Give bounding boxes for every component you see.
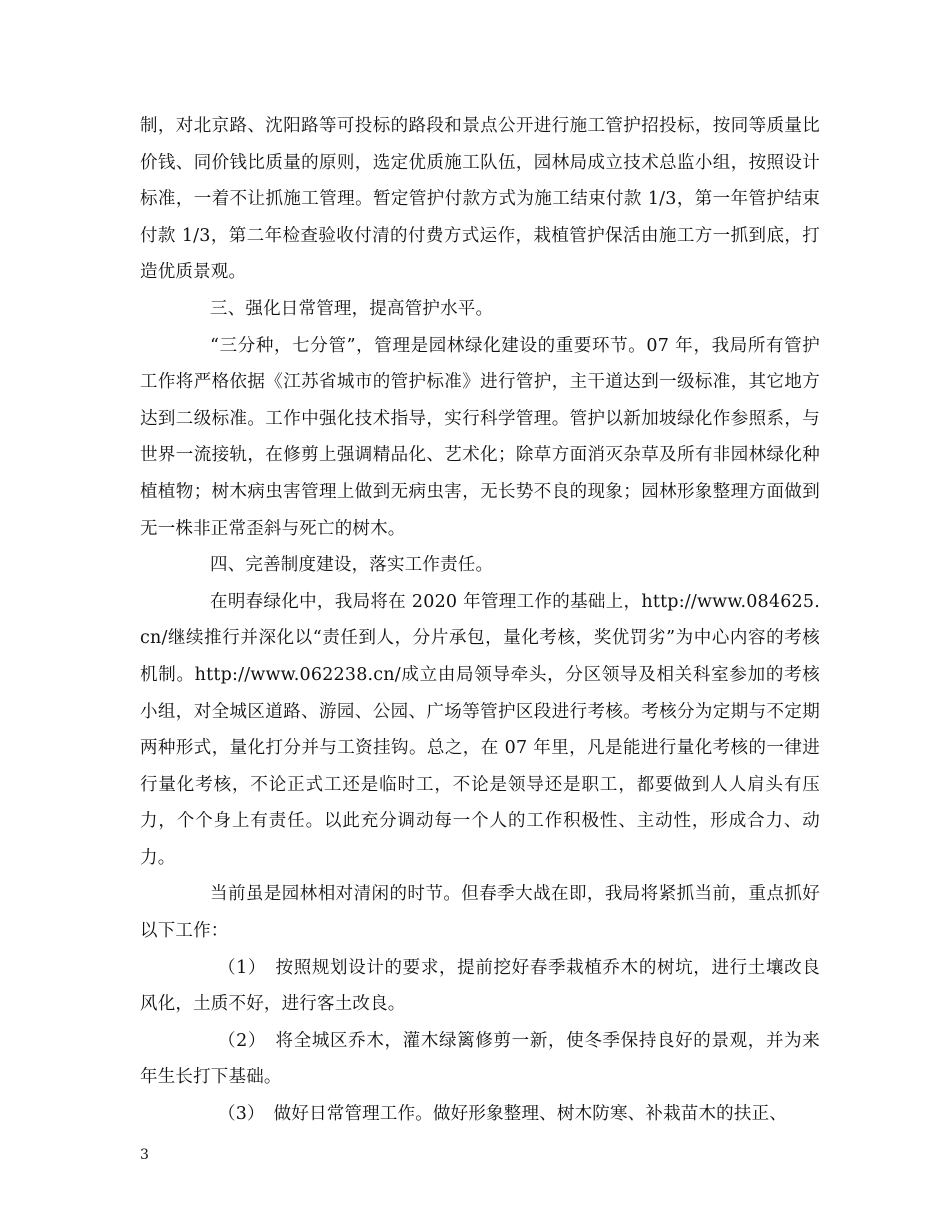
work-item-1: （1） 按照规划设计的要求，提前挖好春季栽植乔木的树坑，进行土壤改良风化，土质不好，进行客土改良。 [140, 957, 820, 1015]
work-item-3: （3） 做好日常管理工作。做好形象整理、树木防寒、补栽苗木的扶正、 [218, 1104, 787, 1125]
paragraph-assessment-mechanism: 在明春绿化中，我局将在 2020 年管理工作的基础上，http://www.084625.cn/继续推行并深化以“责任到人，分片承包，量化考核，奖优罚劣”为中心内容的考核机制。http://www.062238.cn/成立由局领导牵头，分区领导及相关科室参加的考核小组，对全城区道路、游园、公园、广场等管护区段进行考核。考核分为定期与不定期两种形式，量化打分并与工资挂钩。总之，在 07 年里，凡是能进行量化考核的一律进行量化考核，不论正式工还是临时工，不论是领导还是职工，都要做到人人肩头有压力，个个身上有责任。以此充分调动每一个人的工作积极性、主动性，形成合力、动力。 [140, 591, 820, 868]
section-heading-daily-management: 三、强化日常管理，提高管护水平。 [210, 298, 494, 319]
document-body [140, 108, 820, 1133]
paragraph-maintenance-standards: “三分种，七分管”，管理是园林绿化建设的重要环节。07 年，我局所有管护工作将严格依据《江苏省城市的管护标准》进行管护，主干道达到一级标准，其它地方达到二级标准。工作中强化技术指导，实行科学管理。管护以新加坡绿化作参照系，与世界一流接轨，在修剪上强调精品化、艺术化；除草方面消灭杂草及所有非园林绿化种植植物；树木病虫害管理上做到无病虫害，无长势不良的现象；园林形象整理方面做到无一株非正常歪斜与死亡的树木。 [140, 335, 820, 539]
work-item-2: （2） 将全城区乔木，灌木绿篱修剪一新，使冬季保持良好的景观，并为来年生长打下基础。 [140, 1030, 820, 1088]
paragraph-contract-management: 制，对北京路、沈阳路等可投标的路段和景点公开进行施工管护招投标，按同等质量比价钱、同价钱比质量的原则，选定优质施工队伍，园林局成立技术总监小组，按照设计标准，一着不让抓施工管理。暂定管护付款方式为施工结束付款 1/3，第一年管护结束付款 1/3，第二年检查验收付清的付费方式运作，栽植管护保活由施工方一抓到底，打造优质景观。 [140, 116, 820, 283]
paragraph-current-work: 当前虽是园林相对清闲的时节。但春季大战在即，我局将紧抓当前，重点抓好以下工作： [140, 884, 820, 942]
section-heading-system-construction: 四、完善制度建设，落实工作责任。 [210, 555, 494, 576]
page-number: 3 [140, 1147, 149, 1163]
